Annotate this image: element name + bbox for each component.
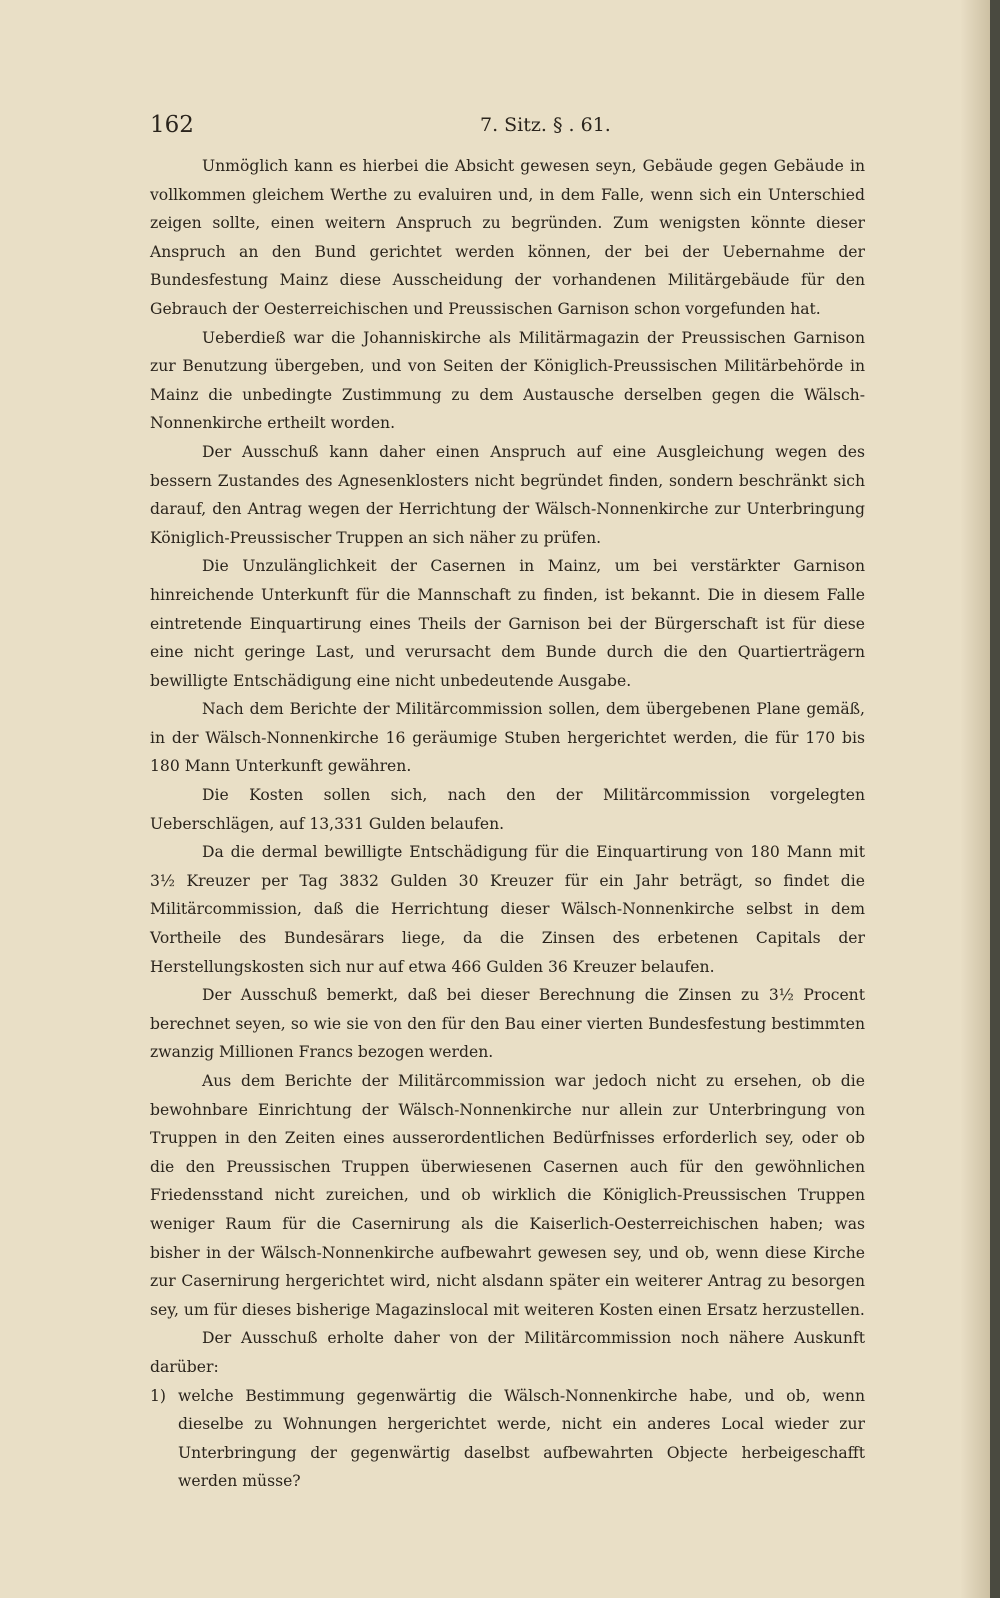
paragraph: Der Ausschuß bemerkt, daß bei dieser Berechnung die Zinsen zu 3½ Procent berechnet seyen, so wie sie von den für den Bau einer vierten Bundesfestung bestimmten zwanzig Millionen Francs bezogen werden. bbox=[150, 986, 865, 1062]
page-header bbox=[150, 112, 850, 146]
paragraph: Aus dem Berichte der Militärcommission war jedoch nicht zu ersehen, ob die bewohnbare Einrichtung der Wälsch-Nonnenkirche nur allein zur Unterbringung von Truppen in den Zeiten eines ausserordentlichen Bedürfnisses erforderlich sey, oder ob die den Preussischen Truppen überwiesenen Casernen auch für den gewöhnlichen Friedensstand nicht zureichen, und ob wirklich die Königlich-Preussischen Truppen weniger Raum für die Casernirung als die Kaiserlich-Oesterreichischen haben; was bisher in der Wälsch-Nonnenkirche aufbewahrt gewesen sey, und ob, wenn diese Kirche zur Casernirung hergerichtet wird, nicht alsdann später ein weiterer Antrag zu besorgen sey, um für dieses bisherige Magazinslocal mit weiteren Kosten einen Ersatz herzustellen. bbox=[150, 1072, 865, 1319]
paragraph: Die Unzulänglichkeit der Casernen in Mainz, um bei verstärkter Garnison hinreichende Unterkunft für die Mannschaft zu finden, ist bekannt. Die in diesem Falle eintretende Einquartirung eines Theils der Garnison bei der Bürgerschaft ist für diese eine nicht geringe Last, und verursacht dem Bunde durch die den Quartierträgern bewilligte Entschädigung eine nicht unbedeutende Ausgabe. bbox=[150, 557, 865, 690]
running-head: 7. Sitz. § . 61. bbox=[480, 114, 611, 136]
page-edge-shading bbox=[960, 0, 990, 1598]
list-item bbox=[150, 1382, 865, 1496]
list-item-number: 1) bbox=[150, 1386, 167, 1405]
page-number: 162 bbox=[150, 112, 194, 138]
paragraph: Da die dermal bewilligte Entschädigung für die Einquartirung von 180 Mann mit 3½ Kreuzer per Tag 3832 Gulden 30 Kreuzer für ein Jahr beträgt, so findet die Militärcommission, daß die Herrichtung dieser Wälsch-Nonnenkirche selbst in dem Vortheile des Bundesärars liege, da die Zinsen des erbetenen Capitals der Herstellungskosten sich nur auf etwa 466 Gulden 36 Kreuzer belaufen. bbox=[150, 843, 865, 976]
paragraph: Die Kosten sollen sich, nach den der Militärcommission vorgelegten Ueberschlägen, auf 13,331 Gulden belaufen. bbox=[150, 786, 865, 833]
paragraph: Ueberdieß war die Johanniskirche als Militärmagazin der Preussischen Garnison zur Benutzung übergeben, und von Seiten der Königlich-Preussischen Militärbehörde in Mainz die unbedingte Zustimmung zu dem Austausche derselben gegen die Wälsch-Nonnenkirche ertheilt worden. bbox=[150, 328, 865, 433]
paragraph: Der Ausschuß kann daher einen Anspruch auf eine Ausgleichung wegen des bessern Zustandes des Agnesenklosters nicht begründet finden, sondern beschränkt sich darauf, den Antrag wegen der Herrichtung der Wälsch-Nonnenkirche zur Unterbringung Königlich-Preussischer Truppen an sich näher zu prüfen. bbox=[150, 442, 865, 547]
list-item-text: welche Bestimmung gegenwärtig die Wälsch-Nonnenkirche habe, und ob, wenn dieselbe zu Wohnungen hergerichtet werde, nicht ein anderes Local wieder zur Unterbringung der gegenwärtig daselbst aufbewahrten Objecte herbeigeschafft werden müsse? bbox=[178, 1386, 865, 1491]
paragraph: Nach dem Berichte der Militärcommission sollen, dem übergebenen Plane gemäß, in der Wälsch-Nonnenkirche 16 geräumige Stuben hergerichtet werden, die für 170 bis 180 Mann Unterkunft gewähren. bbox=[150, 700, 865, 776]
paragraph: Der Ausschuß erholte daher von der Militärcommission noch nähere Auskunft darüber: bbox=[150, 1329, 865, 1376]
scan-border bbox=[990, 0, 1000, 1598]
paragraph: Unmöglich kann es hierbei die Absicht gewesen seyn, Gebäude gegen Gebäude in vollkommen gleichem Werthe zu evaluiren und, in dem Falle, wenn sich ein Unterschied zeigen sollte, einen weitern Anspruch zu begründen. Zum wenigsten könnte dieser Anspruch an den Bund gerichtet werden können, der bei der Uebernahme der Bundesfestung Mainz diese Ausscheidung der vorhandenen Militärgebäude für den Gebrauch der Oesterreichischen und Preussischen Garnison schon vorgefunden hat. bbox=[150, 157, 865, 318]
body-text bbox=[150, 152, 865, 1496]
